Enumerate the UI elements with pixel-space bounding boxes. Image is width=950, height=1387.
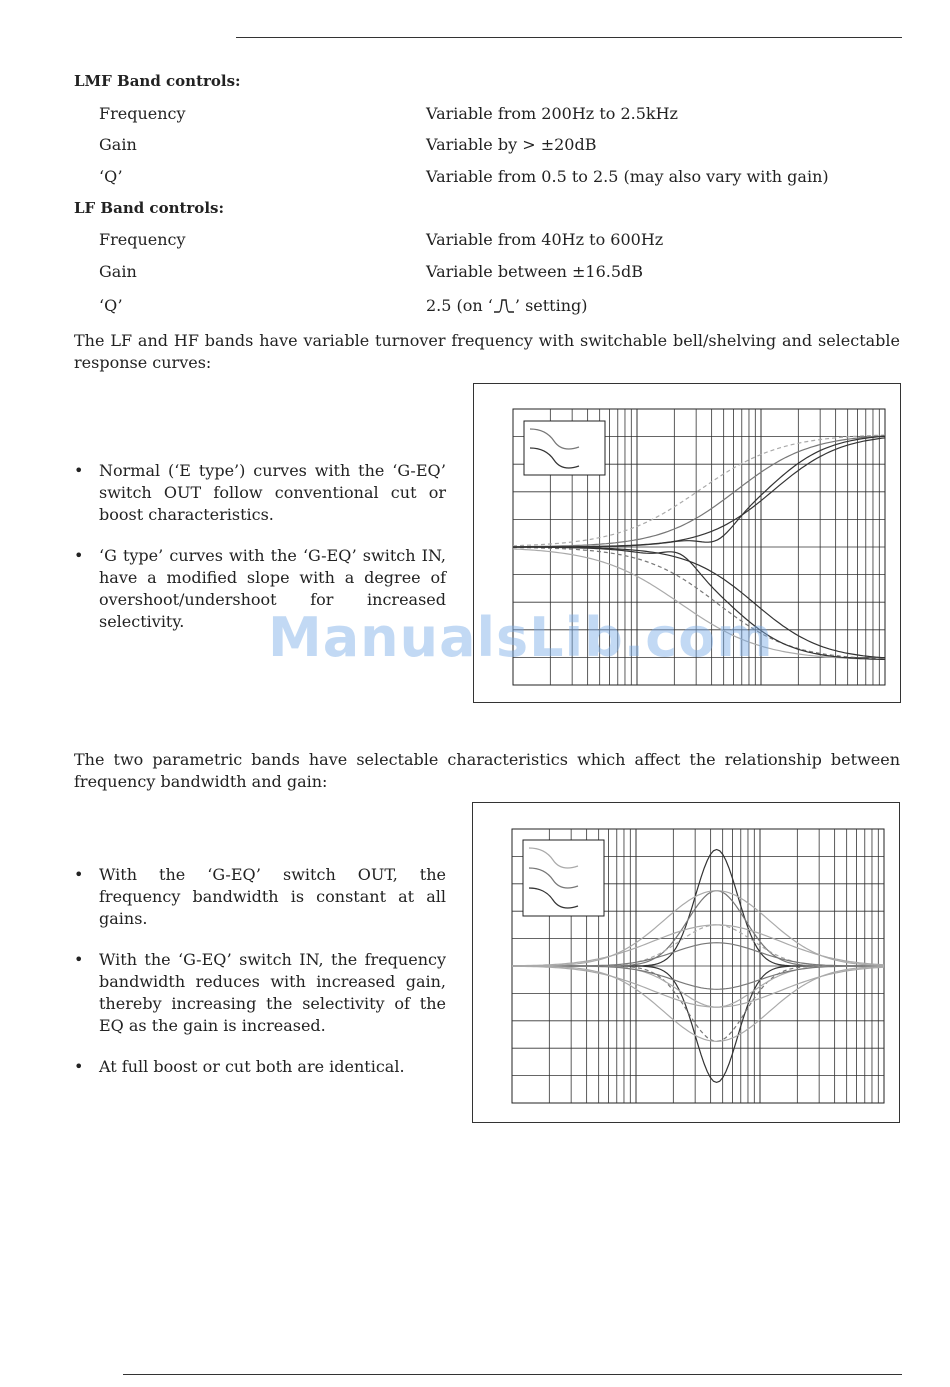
lmf-frequency-label: Frequency — [99, 104, 186, 123]
lf-gain-label: Gain — [99, 262, 137, 281]
lmf-q-value: Variable from 0.5 to 2.5 (may also vary with gain) — [426, 167, 829, 186]
list-item: • With the ‘G-EQ’ switch OUT, the frequency bandwidth is constant at all gains. — [74, 864, 446, 930]
lmf-frequency-value: Variable from 200Hz to 2.5kHz — [426, 104, 678, 123]
lmf-heading: LMF Band controls: — [74, 72, 241, 90]
lf-heading: LF Band controls: — [74, 199, 224, 217]
lf-q-value — [426, 296, 588, 315]
lf-frequency-label: Frequency — [99, 230, 186, 249]
lf-q-label: ‘Q’ — [99, 296, 123, 315]
bottom-rule — [123, 1374, 902, 1375]
lf-q-value-after: ’ setting) — [514, 296, 588, 315]
top-rule — [236, 37, 902, 38]
watermark: ManualsLib.com — [268, 606, 774, 669]
bell-shape-icon — [493, 297, 515, 313]
lmf-gain-value: Variable by > ±20dB — [426, 135, 597, 154]
lmf-q-label: ‘Q’ — [99, 167, 123, 186]
lf-gain-value: Variable between ±16.5dB — [426, 262, 644, 281]
list-item: • Normal (‘E type’) curves with the ‘G-EQ’ switch OUT follow conventional cut or boost characteristics. — [74, 460, 446, 526]
shelving-intro: The LF and HF bands have variable turnover frequency with switchable bell/shelving and selectable response curves: — [74, 331, 900, 372]
list-item: • ‘G type’ curves with the ‘G-EQ’ switch IN, have a modified slope with a degree of overshoot/undershoot for increased selectivity. — [74, 545, 446, 633]
list-item: • With the ‘G-EQ’ switch IN, the frequency bandwidth reduces with increased gain, thereby increasing the selectivity of the EQ as the gain is increased. — [74, 949, 446, 1037]
lmf-gain-label: Gain — [99, 135, 137, 154]
parametric-intro: The two parametric bands have selectable characteristics which affect the relationship between frequency bandwidth and gain: — [74, 750, 900, 791]
parametric-bullet-list — [74, 864, 446, 1097]
lf-frequency-value: Variable from 40Hz to 600Hz — [426, 230, 664, 249]
lf-q-value-before: 2.5 (on ‘ — [426, 296, 493, 315]
parametric-response-figure — [472, 802, 900, 1123]
list-item: • At full boost or cut both are identical. — [74, 1056, 446, 1078]
parametric-response-graph — [473, 803, 899, 1122]
